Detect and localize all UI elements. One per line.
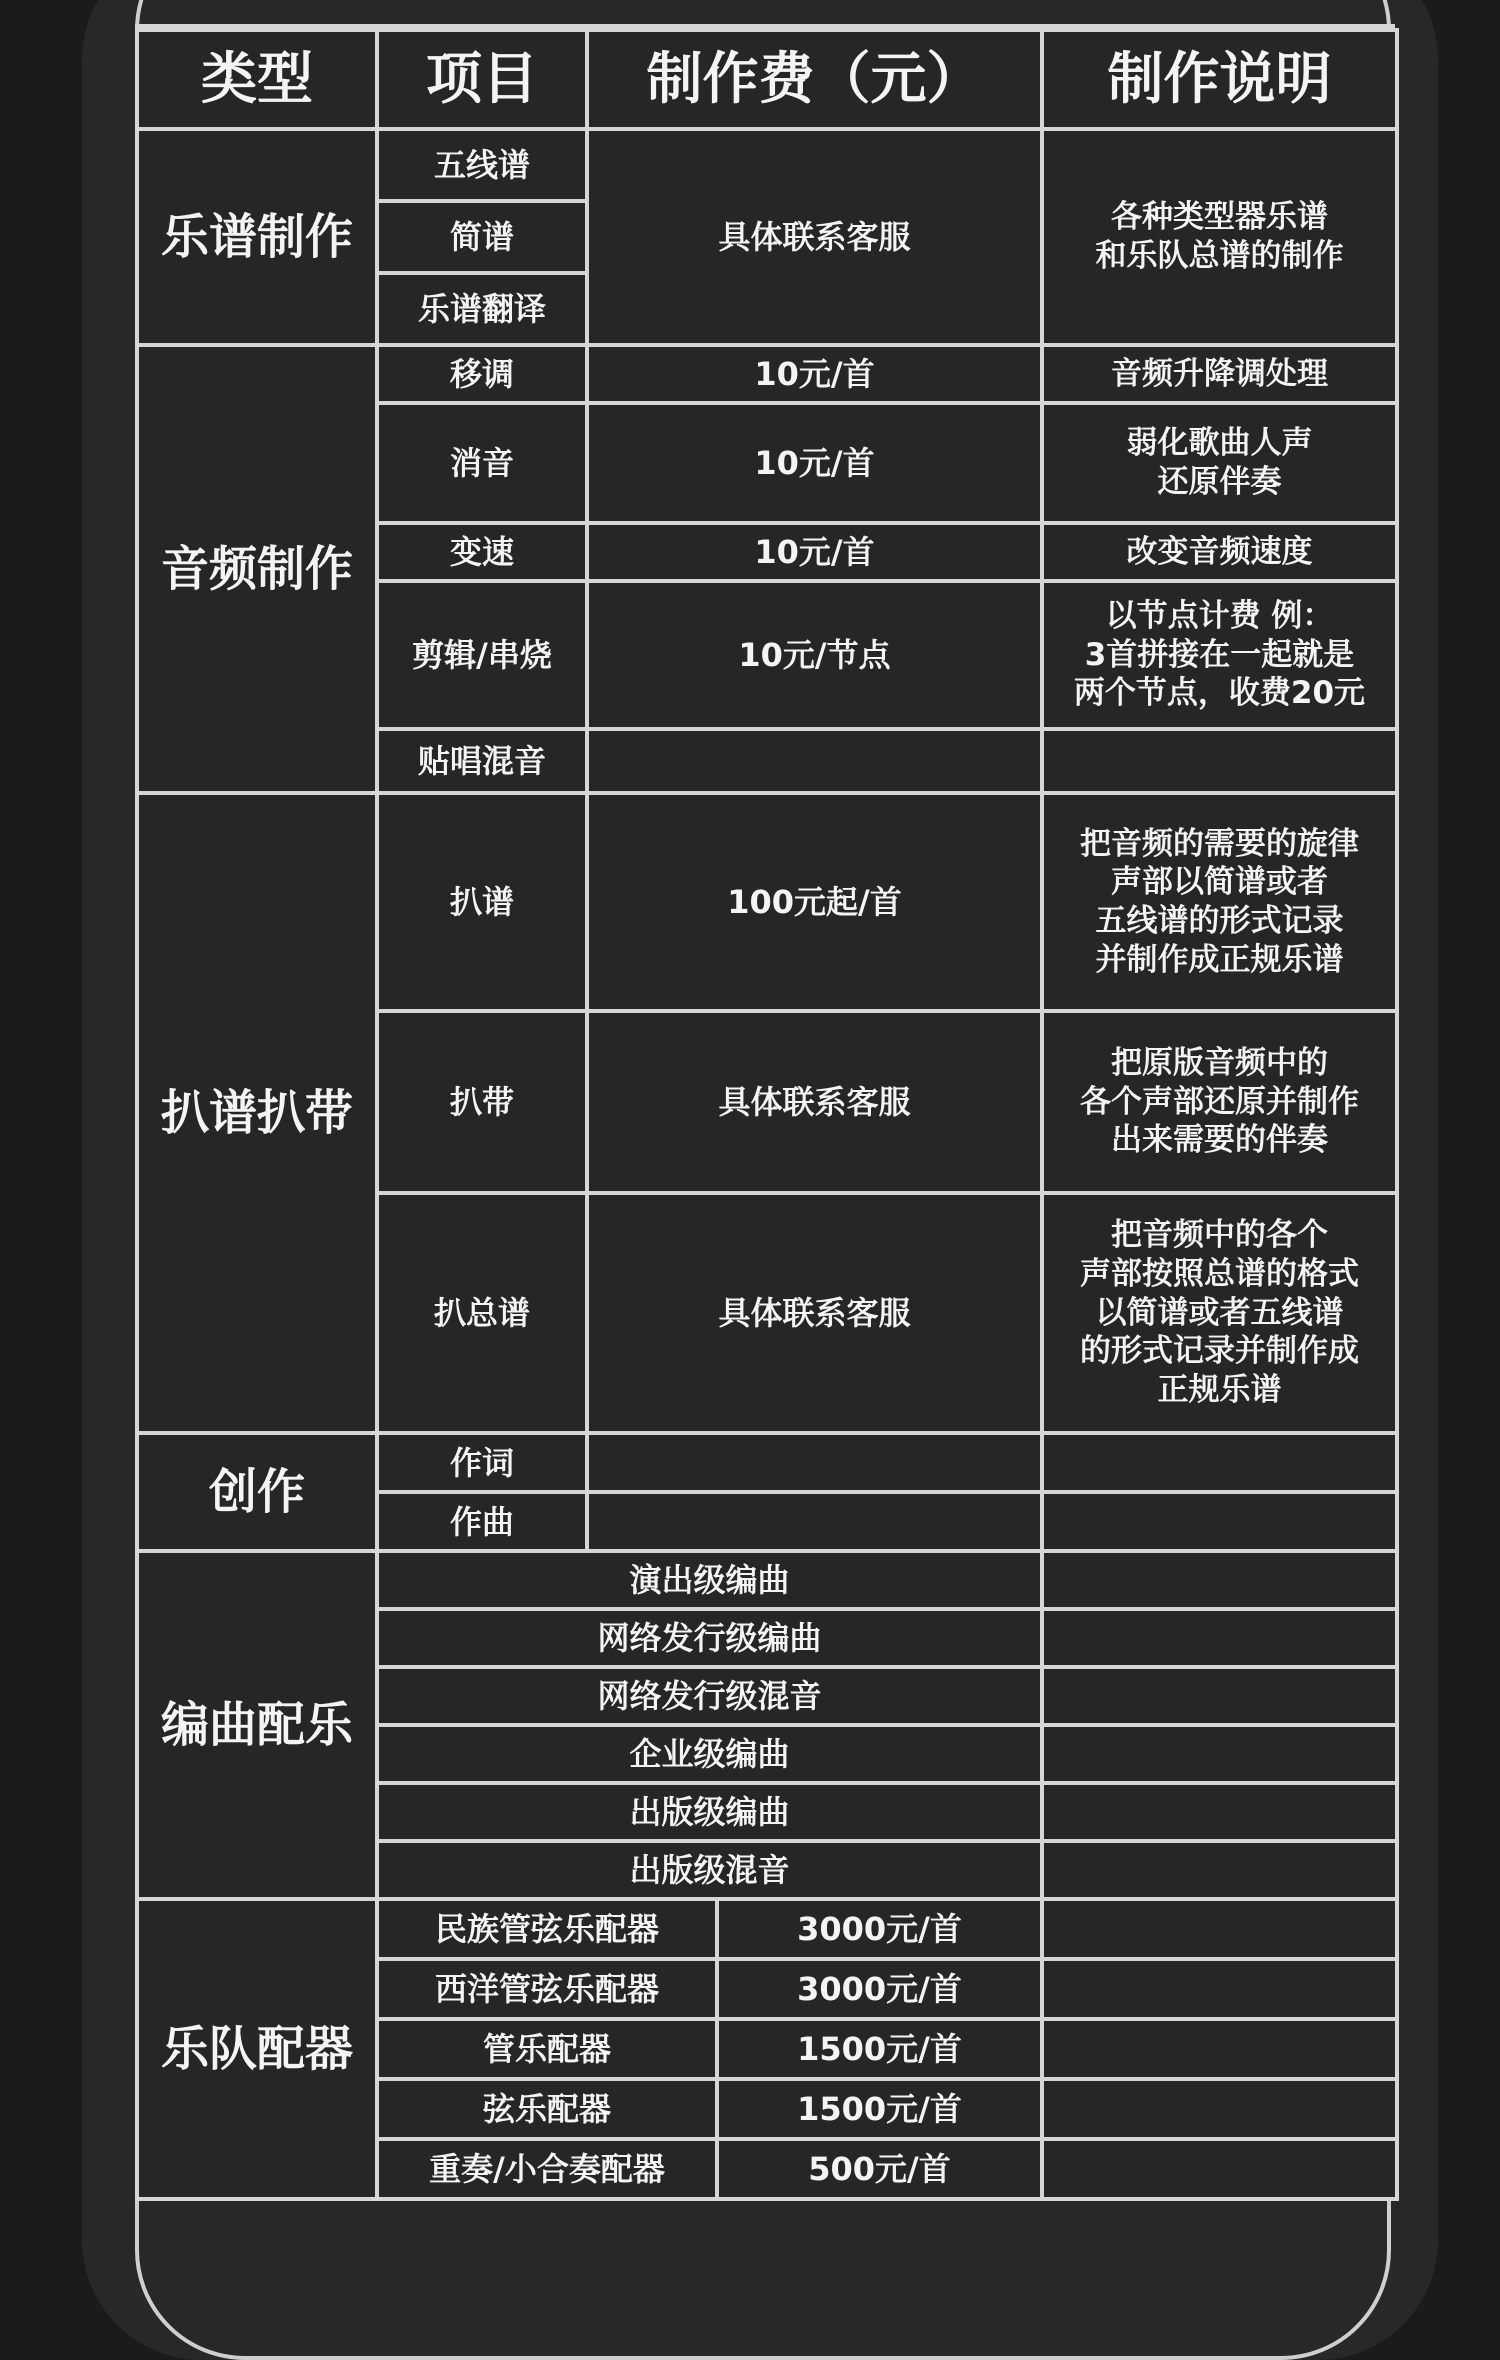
desc-line: 声部以简谱或者	[1111, 864, 1328, 901]
desc-line: 的形式记录并制作成	[1080, 1333, 1359, 1370]
desc-line: 并制作成正规乐谱	[1095, 941, 1344, 978]
desc-cell	[1042, 729, 1397, 793]
fee-cell: 100元起/首	[587, 793, 1042, 1011]
item-cell: 消音	[377, 403, 587, 523]
desc-line: 3首拼接在一起就是	[1084, 636, 1355, 673]
desc-line: 把原版音频中的	[1111, 1044, 1328, 1081]
fee-cell: 具体联系客服	[587, 129, 1042, 345]
item-cell: 演出级编曲	[377, 1551, 1042, 1609]
category-score: 乐谱制作	[137, 129, 377, 345]
header-item: 项目	[377, 30, 587, 129]
table-row	[137, 1899, 1397, 1959]
item-cell: 贴唱混音	[377, 729, 587, 793]
item-cell: 重奏/小合奏配器	[377, 2139, 717, 2199]
table-row	[137, 345, 1397, 403]
desc-line: 把音频的需要的旋律	[1080, 825, 1359, 862]
desc-line: 正规乐谱	[1157, 1372, 1282, 1409]
desc-cell	[1042, 1841, 1397, 1899]
category-transcribe: 扒谱扒带	[137, 793, 377, 1433]
item-cell: 企业级编曲	[377, 1725, 1042, 1783]
desc-line: 各种类型器乐谱	[1111, 199, 1328, 236]
category-arrange: 编曲配乐	[137, 1551, 377, 1899]
desc-line: 出来需要的伴奏	[1111, 1122, 1328, 1159]
item-cell: 管乐配器	[377, 2019, 717, 2079]
desc-cell	[1042, 793, 1397, 1011]
item-cell: 乐谱翻译	[377, 273, 587, 345]
fee-cell: 具体联系客服	[587, 1011, 1042, 1193]
desc-cell	[1042, 1492, 1397, 1551]
item-cell: 作曲	[377, 1492, 587, 1551]
desc-line: 两个节点，收费20元	[1073, 675, 1366, 712]
item-cell: 扒谱	[377, 793, 587, 1011]
item-cell: 作词	[377, 1433, 587, 1492]
category-create: 创作	[137, 1433, 377, 1551]
item-cell: 弦乐配器	[377, 2079, 717, 2139]
table-row	[137, 793, 1397, 1011]
desc-cell	[1042, 1783, 1397, 1841]
desc-cell	[1042, 1667, 1397, 1725]
desc-line: 五线谱的形式记录	[1095, 903, 1344, 939]
category-orchestra: 乐队配器	[137, 1899, 377, 2199]
header-type: 类型	[137, 30, 377, 129]
desc-cell	[1042, 1193, 1397, 1433]
desc-line: 各个声部还原并制作	[1080, 1083, 1359, 1120]
item-cell: 民族管弦乐配器	[377, 1899, 717, 1959]
price-table	[135, 28, 1399, 2201]
desc-cell	[1042, 2139, 1397, 2199]
top-band	[135, 0, 1395, 28]
item-cell: 出版级混音	[377, 1841, 1042, 1899]
desc-cell	[1042, 1433, 1397, 1492]
item-cell: 西洋管弦乐配器	[377, 1959, 717, 2019]
desc-cell	[1042, 1609, 1397, 1667]
fee-cell: 10元/首	[587, 403, 1042, 523]
category-audio: 音频制作	[137, 345, 377, 793]
item-cell: 网络发行级混音	[377, 1667, 1042, 1725]
desc-line: 弱化歌曲人声	[1126, 425, 1313, 462]
desc-line: 把音频中的各个	[1111, 1217, 1328, 1254]
desc-cell	[1042, 1899, 1397, 1959]
desc-cell	[1042, 1551, 1397, 1609]
fee-cell	[587, 1433, 1042, 1492]
fee-cell: 3000元/首	[717, 1899, 1042, 1959]
item-cell: 出版级编曲	[377, 1783, 1042, 1841]
desc-cell	[1042, 403, 1397, 523]
desc-line: 以节点计费 例：	[1105, 597, 1334, 634]
header-desc: 制作说明	[1042, 30, 1397, 129]
desc-cell	[1042, 2079, 1397, 2139]
fee-cell	[587, 729, 1042, 793]
desc-cell	[1042, 129, 1397, 345]
desc-cell: 改变音频速度	[1042, 523, 1397, 581]
header-fee: 制作费（元）	[587, 30, 1042, 129]
desc-line: 还原伴奏	[1157, 464, 1282, 500]
desc-cell: 音频升降调处理	[1042, 345, 1397, 403]
item-cell: 网络发行级编曲	[377, 1609, 1042, 1667]
fee-cell: 500元/首	[717, 2139, 1042, 2199]
item-cell: 简谱	[377, 201, 587, 273]
fee-cell	[587, 1492, 1042, 1551]
item-cell: 变速	[377, 523, 587, 581]
item-cell: 移调	[377, 345, 587, 403]
desc-cell	[1042, 1725, 1397, 1783]
desc-cell	[1042, 2019, 1397, 2079]
desc-cell	[1042, 1959, 1397, 2019]
fee-cell: 具体联系客服	[587, 1193, 1042, 1433]
table-row	[137, 1551, 1397, 1609]
desc-line: 和乐队总谱的制作	[1095, 238, 1344, 274]
header-row	[137, 30, 1397, 129]
item-cell: 扒带	[377, 1011, 587, 1193]
item-cell: 五线谱	[377, 129, 587, 201]
item-cell: 剪辑/串烧	[377, 581, 587, 729]
fee-cell: 3000元/首	[717, 1959, 1042, 2019]
fee-cell: 1500元/首	[717, 2019, 1042, 2079]
table-row	[137, 1433, 1397, 1492]
desc-line: 以简谱或者五线谱	[1095, 1294, 1344, 1331]
desc-line: 声部按照总谱的格式	[1080, 1255, 1359, 1292]
fee-cell: 1500元/首	[717, 2079, 1042, 2139]
desc-cell	[1042, 581, 1397, 729]
item-cell: 扒总谱	[377, 1193, 587, 1433]
desc-cell	[1042, 1011, 1397, 1193]
table-row	[137, 129, 1397, 201]
fee-cell: 10元/首	[587, 523, 1042, 581]
fee-cell: 10元/节点	[587, 581, 1042, 729]
fee-cell: 10元/首	[587, 345, 1042, 403]
